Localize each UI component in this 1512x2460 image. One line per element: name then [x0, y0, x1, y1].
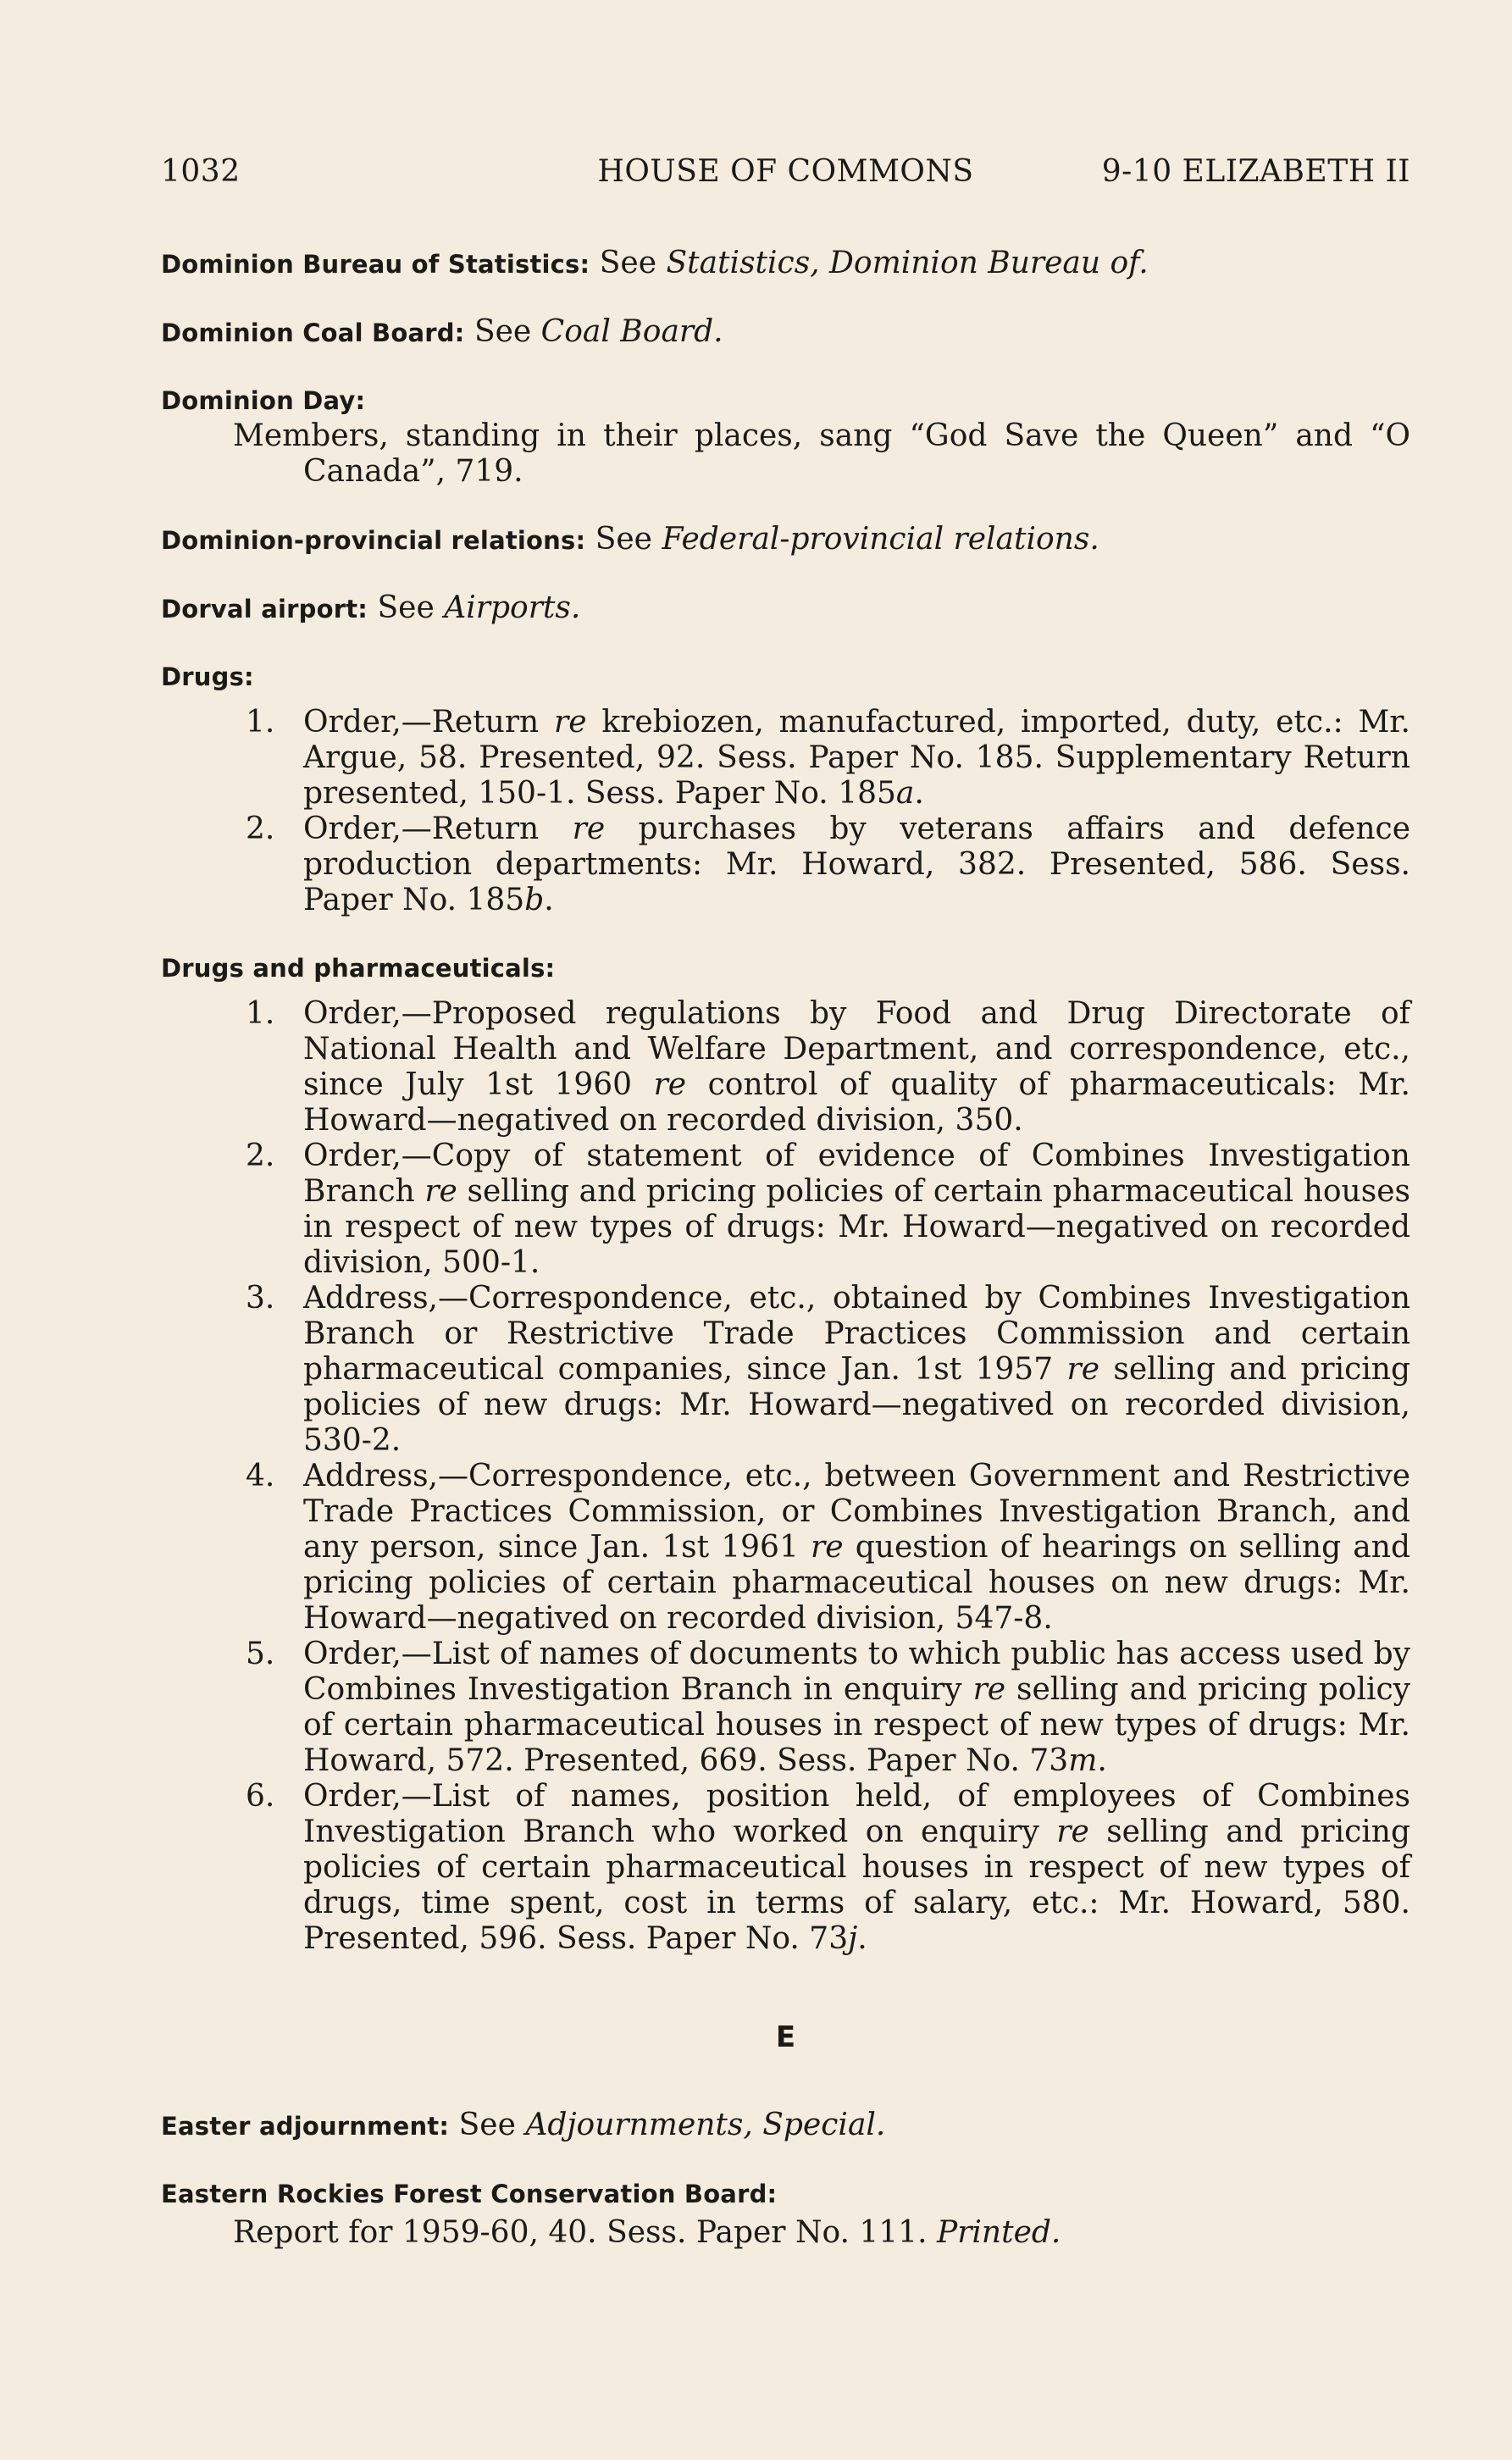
- entry-drugs: [161, 659, 1410, 918]
- item-text: selling and pricing policies of certain pharmaceutical houses in respect of new types of drugs, time spent, cost in terms of salary, etc.: Mr. Howard, 580. Presented, 596. Sess. Paper No. 73: [303, 1815, 1410, 1956]
- item-end: .: [914, 776, 924, 811]
- entry-heading: Dominion Day:: [161, 386, 366, 415]
- item-text: purchases by veterans affairs and defence production departments: Mr. Howard, 382. Presented, 586. Sess. Paper No. 185: [303, 812, 1410, 917]
- item-text: Order,—Proposed regulations by Food and Drug Directorate of National Health and Welfare Department, and correspondence, etc., since July 1st 1960: [303, 996, 1410, 1102]
- item-number: 1.: [246, 996, 275, 1031]
- page-number: 1032: [161, 154, 241, 189]
- paper-suffix: j: [848, 1921, 858, 1956]
- entry-heading: Dominion-provincial relations:: [161, 526, 586, 555]
- cross-reference: Coal Board.: [540, 314, 723, 349]
- list-item: [161, 812, 1410, 918]
- item-text: krebiozen, manufactured, imported, duty, etc.: Mr. Argue, 58. Presented, 92. Sess. Paper No. 185. Supplementary Return presented, 150-1. Sess. Paper No. 185: [303, 705, 1410, 811]
- list-item: [161, 705, 1410, 812]
- item-text: question of hearings on selling and pricing policies of certain pharmaceutical houses on new drugs: Mr. Howard—negatived on recorded division, 547-8.: [303, 1530, 1410, 1636]
- item-end: .: [544, 883, 554, 917]
- item-number: 6.: [246, 1779, 275, 1814]
- section-letter: E: [775, 2020, 796, 2054]
- re-marker: re: [554, 705, 587, 740]
- cross-reference: Statistics, Dominion Bureau of.: [666, 246, 1149, 280]
- entry-dominion-coal-board: [161, 314, 1410, 351]
- re-marker: re: [1066, 1352, 1099, 1387]
- report-text: Report for 1959-60, 40. Sess. Paper No. 111.: [233, 2215, 937, 2250]
- item-number: 4.: [246, 1459, 275, 1493]
- item-text: control of quality of pharmaceuticals: Mr. Howard—negatived on recorded division, 350.: [303, 1067, 1410, 1138]
- item-number: 2.: [246, 812, 275, 846]
- item-number: 1.: [246, 705, 275, 740]
- item-number: 3.: [246, 1281, 275, 1316]
- see-label: See: [595, 522, 652, 557]
- list-item: [161, 1459, 1410, 1637]
- entry-dominion-bureau-of-statistics: [161, 246, 1410, 282]
- entry-dominion-provincial-relations: [161, 522, 1410, 558]
- entry-text: Members, standing in their places, sang “God Save the Queen” and “O Canada”, 719.: [233, 418, 1410, 489]
- re-marker: re: [653, 1067, 687, 1102]
- entry-text: [161, 2215, 1410, 2251]
- entry-easter-adjournment: [161, 2108, 1410, 2144]
- paper-suffix: b: [524, 883, 545, 917]
- item-text: Order,—Return: [303, 705, 555, 740]
- item-number: 2.: [246, 1139, 275, 1173]
- item-text: selling and pricing policies of certain pharmaceutical houses in respect of new types of drugs: Mr. Howard—negatived on recorded division, 500-1.: [303, 1174, 1410, 1280]
- list-item: [161, 1281, 1410, 1459]
- entry-heading: Dominion Coal Board:: [161, 319, 465, 347]
- see-label: See: [599, 246, 657, 280]
- list-item: [161, 1779, 1410, 1957]
- item-end: .: [1097, 1743, 1107, 1778]
- item-text: Order,—List of names, position held, of employees of Combines Investigation Branch who worked on enquiry: [303, 1779, 1410, 1849]
- item-text: Address,—Correspondence, etc., obtained by Combines Investigation Branch or Restrictive Trade Practices Commission and certain pharmaceutical companies, since Jan. 1st 1957: [303, 1281, 1410, 1387]
- item-number: 5.: [246, 1637, 275, 1671]
- running-title: HOUSE OF COMMONS: [597, 154, 974, 189]
- entry-heading: Easter adjournment:: [161, 2112, 450, 2141]
- re-marker: re: [572, 812, 606, 846]
- session-label: 9-10 ELIZABETH II: [1101, 154, 1410, 189]
- cross-reference: Federal-provincial relations.: [662, 522, 1099, 557]
- cross-reference: Adjournments, Special.: [525, 2108, 886, 2142]
- paper-suffix: m: [1068, 1743, 1098, 1778]
- re-marker: re: [424, 1174, 457, 1209]
- item-list: [161, 705, 1410, 918]
- list-item: [161, 1139, 1410, 1281]
- re-marker: re: [811, 1530, 844, 1565]
- see-label: See: [377, 590, 435, 625]
- entry-drugs-and-pharmaceuticals: [161, 950, 1410, 1957]
- entry-dominion-day: [161, 383, 1410, 490]
- printed-label: Printed.: [936, 2215, 1061, 2250]
- re-marker: re: [972, 1672, 1006, 1707]
- see-label: See: [458, 2108, 516, 2142]
- entry-heading: Drugs:: [161, 662, 254, 691]
- entry-heading: Drugs and pharmaceuticals:: [161, 954, 556, 983]
- item-text: selling and pricing policy of certain pharmaceutical houses in respect of new types of drugs: Mr. Howard, 572. Presented, 669. Sess. Paper No. 73: [303, 1672, 1410, 1778]
- page-header: [161, 154, 1410, 197]
- entry-eastern-rockies-forest-conservation-board: [161, 2176, 1410, 2251]
- see-label: See: [474, 314, 532, 349]
- item-text: Order,—Return: [303, 812, 573, 846]
- list-item: [161, 996, 1410, 1139]
- item-list: [161, 996, 1410, 1957]
- entry-heading: Eastern Rockies Forest Conservation Board:: [161, 2180, 778, 2208]
- item-text: Order,—Copy of statement of evidence of Combines Investigation Branch: [303, 1139, 1410, 1209]
- list-item: [161, 1637, 1410, 1779]
- item-text: Order,—List of names of documents to which public has access used by Combines Investigation Branch in enquiry: [303, 1637, 1410, 1707]
- item-text: Address,—Correspondence, etc., between Government and Restrictive Trade Practices Commission, or Combines Investigation Branch, and any person, since Jan. 1st 1961: [303, 1459, 1410, 1565]
- item-text: selling and pricing policies of new drugs: Mr. Howard—negatived on recorded division, 530-2.: [303, 1352, 1411, 1458]
- cross-reference: Airports.: [444, 590, 581, 625]
- entry-heading: Dominion Bureau of Statistics:: [161, 250, 590, 279]
- index-content: [161, 246, 1410, 2283]
- re-marker: re: [1056, 1815, 1089, 1849]
- item-end: .: [857, 1921, 867, 1956]
- entry-dorval-airport: [161, 590, 1410, 627]
- paper-suffix: a: [895, 776, 915, 811]
- entry-heading: Dorval airport:: [161, 595, 368, 623]
